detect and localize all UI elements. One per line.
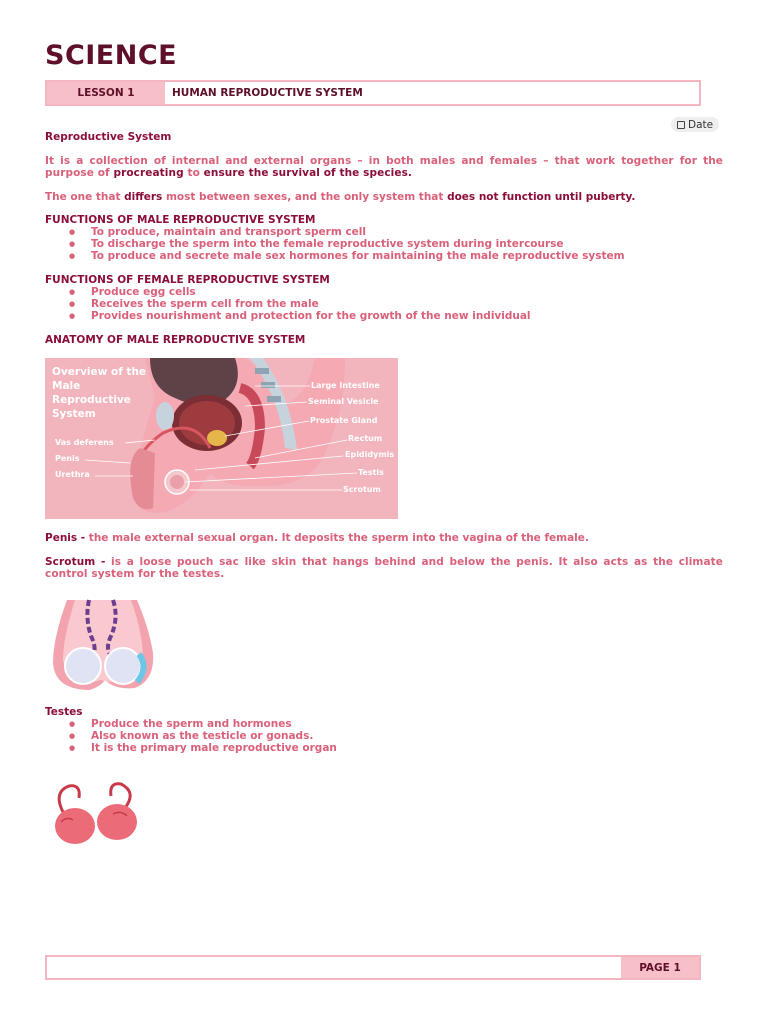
intro-p1-part-c: to [183,167,204,179]
intro-p2-part-c: most between sexes, and the only system that [162,191,448,203]
list-item: ● To discharge the sperm into the female reproductive system during intercourse [45,238,625,250]
penis-definition [45,532,723,544]
label-vas-deferens: Vas deferens [55,438,114,447]
female-functions-list [45,286,531,322]
label-testis: Testis [358,468,384,477]
intro-paragraph-1 [45,155,723,179]
intro-p1-part-a: It is a collection of internal and external organs – in both males and females – that work together for the purpose of [45,155,723,179]
intro-p1-emphasis-procreating: procreating [113,167,184,179]
list-item: ● It is the primary male reproductive organ [45,742,337,754]
anatomy-heading: ANATOMY OF MALE REPRODUCTIVE SYSTEM [45,334,306,346]
lesson-topic: HUMAN REPRODUCTIVE SYSTEM [172,87,363,99]
list-item: ● Produce the sperm and hormones [45,718,337,730]
list-item: ● To produce and secrete male sex hormones for maintaining the male reproductive system [45,250,625,262]
label-urethra: Urethra [55,470,90,479]
intro-p2-emphasis-puberty: does not function until puberty. [447,191,636,203]
penis-term: Penis - [45,532,86,544]
calendar-icon [677,121,685,129]
male-functions-list [45,226,625,262]
testes-illustration [45,772,145,862]
intro-heading: Reproductive System [45,131,172,143]
label-scrotum: Scrotum [343,485,381,494]
intro-p2-part-a: The one that [45,191,125,203]
testes-list [45,718,337,754]
lesson-bar [45,80,701,106]
list-item: ● Receives the sperm cell from the male [45,298,531,310]
male-functions-heading: FUNCTIONS OF MALE REPRODUCTIVE SYSTEM [45,214,316,226]
label-epididymis: Epididymis [345,450,395,459]
page-footer [45,955,701,980]
intro-paragraph-2 [45,191,723,203]
scrotum-description: is a loose pouch sac like skin that hangs behind and below the penis. It also acts as the climate control system for the testes. [45,556,723,580]
penis-description: the male external sexual organ. It deposits the sperm into the vagina of the female. [85,532,589,544]
list-item: ● Also known as the testicle or gonads. [45,730,337,742]
list-item: ● To produce, maintain and transport sperm cell [45,226,625,238]
label-large-intestine: Large Intestine [311,381,380,390]
label-rectum: Rectum [348,434,383,443]
page-title: SCIENCE [45,40,178,71]
label-seminal-vesicle: Seminal Vesicle [308,397,379,406]
intro-p2-emphasis-differs: differs [124,191,163,203]
list-item: ● Provides nourishment and protection for the growth of the new individual [45,310,531,322]
label-penis: Penis [55,454,80,463]
scrotum-illustration [45,598,157,698]
scrotum-term: Scrotum - [45,556,106,568]
figure-title: Overview of the Male Reproductive System [52,366,147,420]
date-chip[interactable] [671,117,719,132]
label-prostate-gland: Prostate Gland [310,416,378,425]
male-anatomy-figure [45,358,398,519]
intro-p1-emphasis-survival: ensure the survival of the species. [203,167,413,179]
page-number: PAGE 1 [621,957,699,978]
scrotum-definition [45,556,723,580]
lesson-label: LESSON 1 [47,82,165,104]
testes-heading: Testes [45,706,83,718]
date-chip-label: Date [688,118,714,131]
female-functions-heading: FUNCTIONS OF FEMALE REPRODUCTIVE SYSTEM [45,274,330,286]
list-item: ● Produce egg cells [45,286,531,298]
